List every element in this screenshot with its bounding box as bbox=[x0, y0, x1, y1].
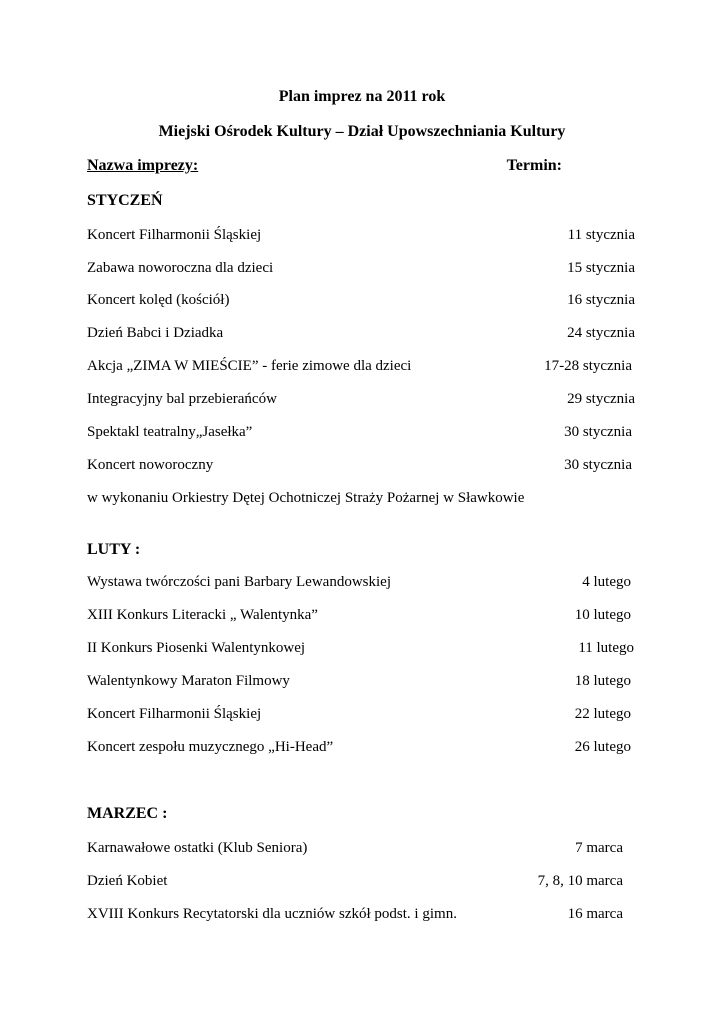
event-name: XIII Konkurs Literacki „ Walentynka” bbox=[87, 607, 318, 623]
event-date: 30 stycznia bbox=[564, 457, 632, 473]
column-header-date: Termin: bbox=[506, 157, 562, 174]
event-date: 24 stycznia bbox=[567, 325, 635, 341]
event-date: 17-28 stycznia bbox=[544, 358, 632, 374]
event-date: 7 marca bbox=[575, 840, 623, 856]
event-name: XVIII Konkurs Recytatorski dla uczniów szkół podst. i gimn. bbox=[87, 906, 457, 922]
event-date: 11 lutego bbox=[578, 640, 634, 656]
event-name: Koncert Filharmonii Śląskiej bbox=[87, 706, 262, 722]
column-header-name: Nazwa imprezy: bbox=[87, 157, 199, 174]
event-name: Koncert Filharmonii Śląskiej bbox=[87, 227, 262, 243]
event-date: 11 stycznia bbox=[567, 227, 635, 243]
event-name: Zabawa noworoczna dla dzieci bbox=[87, 260, 274, 276]
column-header-row bbox=[87, 158, 562, 174]
event-date: 15 stycznia bbox=[567, 260, 635, 276]
event-date: 16 stycznia bbox=[567, 292, 635, 308]
event-date: 10 lutego bbox=[574, 607, 631, 623]
event-date: 4 lutego bbox=[582, 574, 631, 590]
event-name: Integracyjny bal przebierańców bbox=[87, 391, 277, 407]
event-name: Karnawałowe ostatki (Klub Seniora) bbox=[87, 840, 308, 856]
event-name: Koncert zespołu muzycznego „Hi-Head” bbox=[87, 739, 334, 755]
event-name: Spektakl teatralny„Jasełka” bbox=[87, 424, 253, 440]
event-date: 30 stycznia bbox=[564, 424, 632, 440]
event-date: 18 lutego bbox=[574, 673, 631, 689]
event-name: Walentynkowy Maraton Filmowy bbox=[87, 673, 290, 689]
month-heading: MARZEC : bbox=[87, 805, 168, 822]
document-subtitle: Miejski Ośrodek Kultury – Dział Upowszechniania Kultury bbox=[158, 123, 566, 140]
event-name: Koncert noworoczny bbox=[87, 457, 214, 473]
event-name: Koncert kolęd (kościół) bbox=[87, 292, 230, 308]
month-heading: STYCZEŃ bbox=[87, 192, 163, 209]
event-name: II Konkurs Piosenki Walentynkowej bbox=[87, 640, 306, 656]
event-name: Wystawa twórczości pani Barbary Lewandowskiej bbox=[87, 574, 391, 590]
month-heading: LUTY : bbox=[87, 541, 141, 558]
event-name: Akcja „ZIMA W MIEŚCIE” - ferie zimowe dla dzieci bbox=[87, 358, 412, 374]
event-date: 26 lutego bbox=[574, 739, 631, 755]
event-date: 29 stycznia bbox=[567, 391, 635, 407]
event-date: 7, 8, 10 marca bbox=[537, 873, 623, 889]
event-date: 16 marca bbox=[567, 906, 623, 922]
event-name: Dzień Babci i Dziadka bbox=[87, 325, 224, 341]
event-name: Dzień Kobiet bbox=[87, 873, 168, 889]
document-title: Plan imprez na 2011 rok bbox=[278, 88, 446, 105]
event-date: 22 lutego bbox=[574, 706, 631, 722]
event-note: w wykonaniu Orkiestry Dętej Ochotniczej Straży Pożarnej w Sławkowie bbox=[87, 490, 525, 506]
